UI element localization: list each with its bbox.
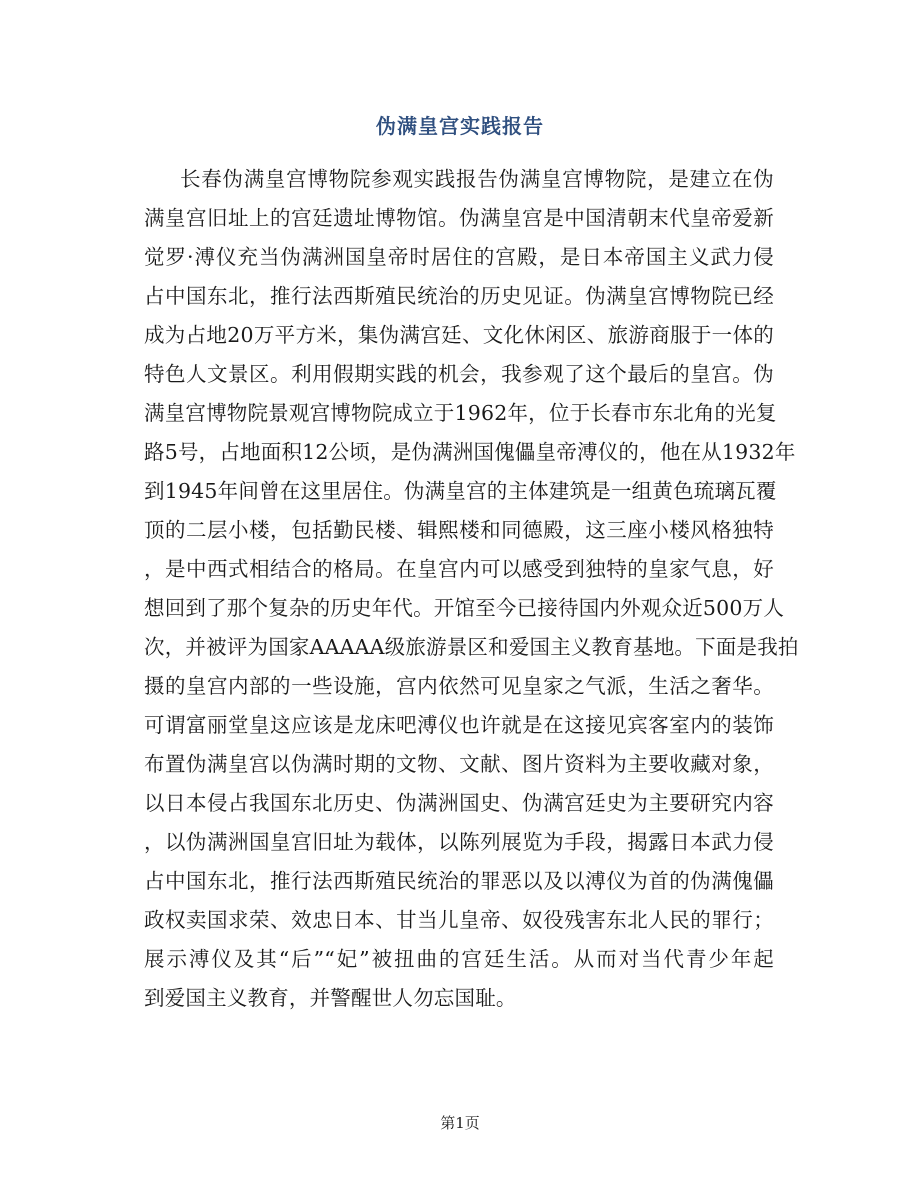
body-line: 到爱国主义教育，并警醒世人勿忘国耻。	[144, 986, 517, 1010]
body-line: 占中国东北，推行法西斯殖民统治的罪恶以及以溥仪为首的伪满傀儡	[144, 869, 774, 893]
body-line: ，是中西式相结合的格局。在皇宫内可以感受到独特的皇家气息，好	[144, 557, 774, 581]
body-line: 摄的皇宫内部的一些设施，宫内依然可见皇家之气派，生活之奢华。	[144, 674, 774, 698]
report-body	[144, 160, 799, 1018]
body-line: 满皇宫博物院景观宫博物院成立于1962年，位于长春市东北角的光复	[144, 401, 777, 425]
body-line: 特色人文景区。利用假期实践的机会，我参观了这个最后的皇宫。伪	[144, 362, 774, 386]
body-line: 成为占地20万平方米，集伪满宫廷、文化休闲区、旅游商服于一体的	[144, 323, 774, 347]
body-line: 可谓富丽堂皇这应该是龙床吧溥仪也许就是在这接见宾客室内的装饰	[144, 713, 774, 737]
page-number: 第1页	[440, 1114, 480, 1132]
body-line: 占中国东北，推行法西斯殖民统治的历史见证。伪满皇宫博物院已经	[144, 284, 774, 308]
body-line: 顶的二层小楼，包括勤民楼、辑熙楼和同德殿，这三座小楼风格独特	[144, 518, 774, 542]
body-line: 布置伪满皇宫以伪满时期的文物、文献、图片资料为主要收藏对象，	[144, 752, 774, 776]
body-line: 以日本侵占我国东北历史、伪满洲国史、伪满宫廷史为主要研究内容	[144, 791, 774, 815]
body-line: 长春伪满皇宫博物院参观实践报告伪满皇宫博物院，是建立在伪	[180, 167, 774, 191]
body-line: 次，并被评为国家AAAAA级旅游景区和爱国主义教育基地。下面是我拍	[144, 635, 799, 659]
body-line: 到1945年间曾在这里居住。伪满皇宫的主体建筑是一组黄色琉璃瓦覆	[144, 479, 777, 503]
body-line: 满皇宫旧址上的宫廷遗址博物馆。伪满皇宫是中国清朝末代皇帝爱新	[144, 206, 774, 230]
body-line: 觉罗·溥仪充当伪满洲国皇帝时居住的宫殿，是日本帝国主义武力侵	[144, 245, 774, 269]
body-line: 路5号，占地面积12公顷，是伪满洲国傀儡皇帝溥仪的，他在从1932年	[144, 440, 796, 464]
document-title: 伪满皇宫实践报告	[376, 114, 544, 138]
body-line: 展示溥仪及其“后”“妃”被扭曲的宫廷生活。从而对当代青少年起	[144, 947, 774, 971]
body-line: 政权卖国求荣、效忠日本、甘当儿皇帝、奴役残害东北人民的罪行；	[144, 908, 774, 932]
body-line: ，以伪满洲国皇宫旧址为载体，以陈列展览为手段，揭露日本武力侵	[144, 830, 774, 854]
body-line: 想回到了那个复杂的历史年代。开馆至今已接待国内外观众近500万人	[144, 596, 785, 620]
